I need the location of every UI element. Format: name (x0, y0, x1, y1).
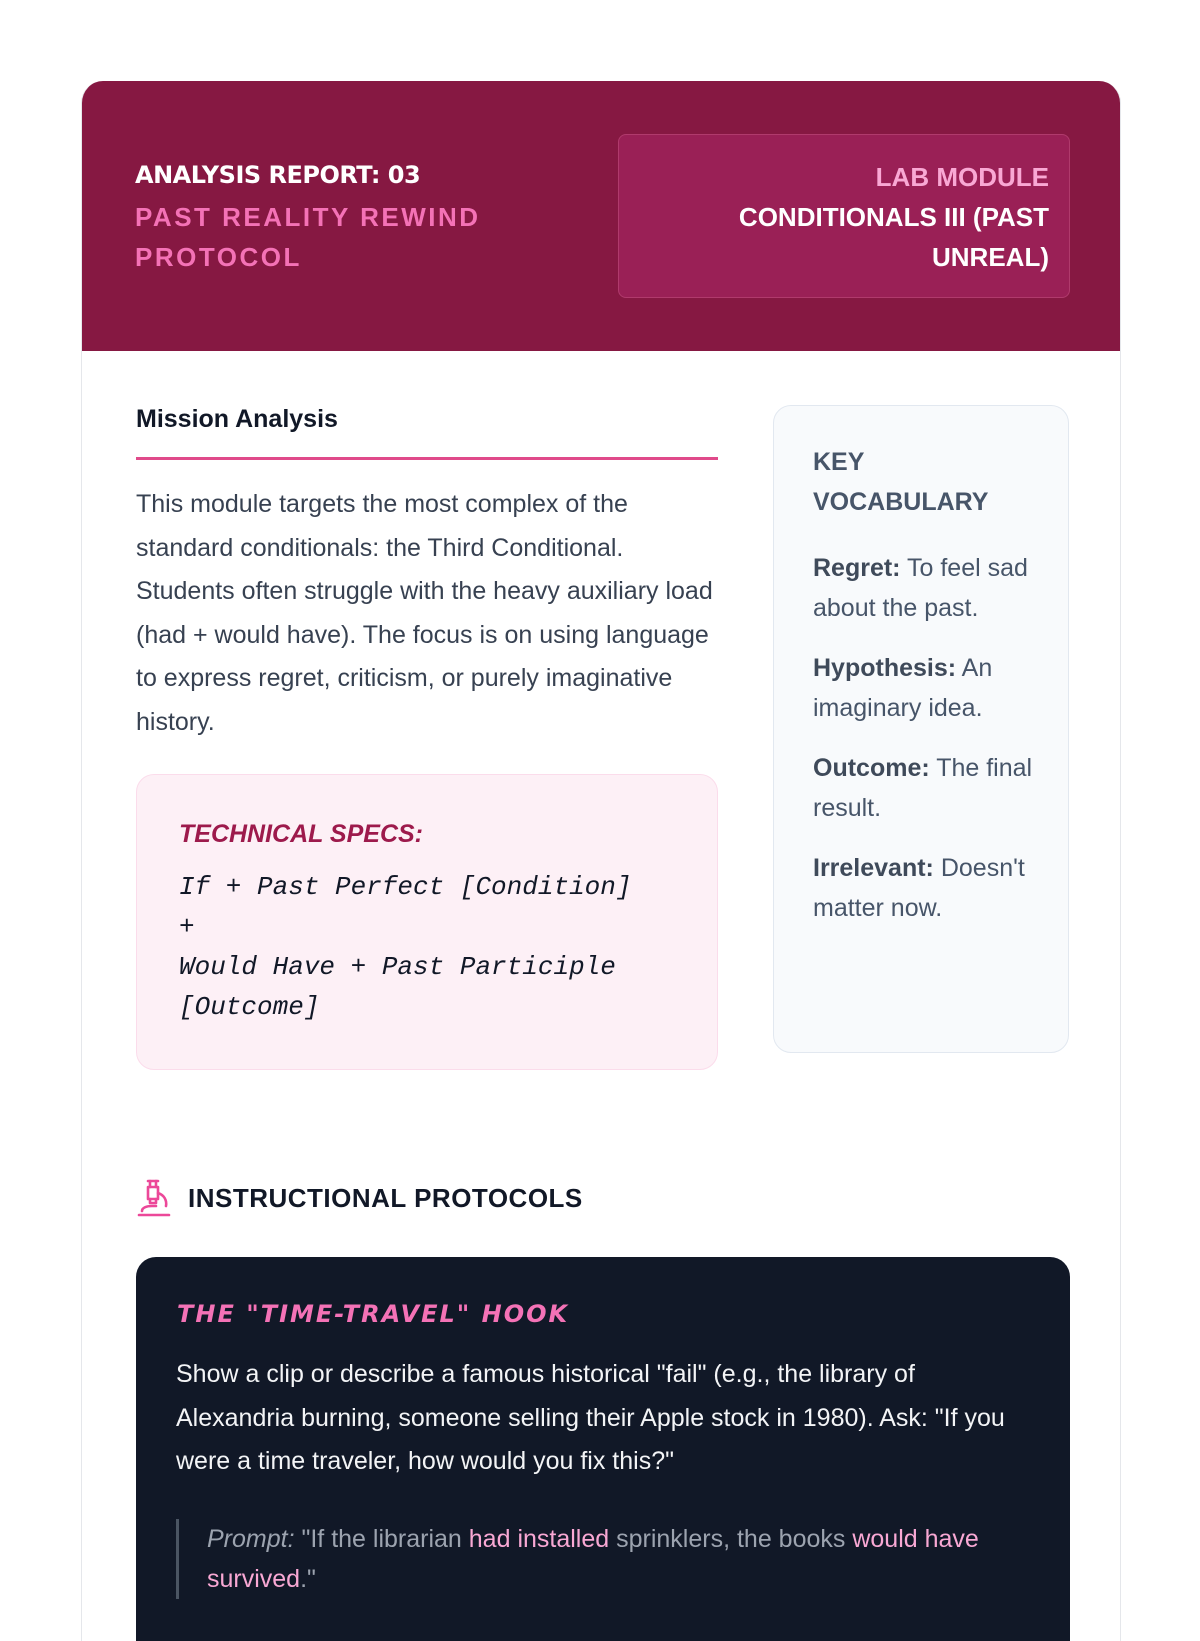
key-vocabulary-title: KEY VOCABULARY (813, 448, 989, 516)
lab-module-box (618, 134, 1070, 298)
formula-line: Would Have + Past Participle (179, 952, 616, 982)
report-card (81, 81, 1121, 1641)
time-travel-hook-text: Show a clip or describe a famous historical "fail" (e.g., the library of Alexandria burning, someone selling their Apple stock in 1980). Ask: "If you were a time traveler, how would you fix this?" (176, 1360, 1005, 1475)
flask-icon (136, 1178, 172, 1218)
key-vocabulary-box (773, 405, 1069, 1053)
instructional-protocols-header (136, 1178, 583, 1218)
mission-divider (136, 457, 718, 460)
vocabulary-definition: To feel sad about the past. (813, 554, 1028, 622)
instructional-protocols-heading: INSTRUCTIONAL PROTOCOLS (188, 1183, 583, 1213)
vocabulary-definition: An imaginary idea. (813, 654, 993, 722)
vocabulary-term: Outcome: (813, 754, 930, 782)
lab-module-name: CONDITIONALS III (PAST UNREAL) (738, 202, 1049, 272)
prompt-text: "If the librarian (301, 1525, 469, 1553)
technical-specs-formula (179, 867, 679, 1027)
vocabulary-item (813, 548, 1035, 628)
time-travel-hook-box (136, 1257, 1070, 1641)
prompt-label: Prompt: (207, 1525, 295, 1553)
vocabulary-list (813, 548, 1035, 948)
vocabulary-definition: Doesn't matter now. (813, 854, 1025, 922)
report-header (82, 81, 1121, 351)
mission-analysis-heading: Mission Analysis (136, 405, 338, 433)
example-prompt (176, 1519, 1036, 1599)
formula-line: [Outcome] (179, 992, 320, 1022)
vocabulary-item (813, 848, 1035, 928)
vocabulary-term: Regret: (813, 554, 901, 582)
vocabulary-definition: The final result. (813, 754, 1033, 822)
prompt-highlight: would have survived (207, 1525, 979, 1593)
protocol-name: PAST REALITY REWIND PROTOCOL (135, 202, 481, 272)
vocabulary-item (813, 648, 1035, 728)
formula-line: + (179, 912, 195, 942)
report-title: ANALYSIS REPORT: 03 (135, 161, 421, 189)
prompt-highlight: had installed (468, 1525, 610, 1553)
vocabulary-term: Hypothesis: (813, 654, 957, 682)
vocabulary-term: Irrelevant: (813, 854, 934, 882)
formula-line: If + Past Perfect [Condition] (179, 872, 632, 902)
technical-specs-title: TECHNICAL SPECS: (179, 820, 424, 848)
vocabulary-item (813, 748, 1035, 828)
prompt-text: ." (300, 1565, 316, 1593)
time-travel-hook-title: THE "TIME-TRAVEL" HOOK (177, 1300, 570, 1328)
prompt-text: sprinklers, the books (609, 1525, 853, 1553)
mission-analysis-text: This module targets the most complex of the standard conditionals: the Third Conditional. Students often struggle with the heavy auxiliary load (had + would have). The focus is on using language to express regret, criticism, or purely imaginative history. (136, 490, 713, 736)
technical-specs-box (136, 774, 718, 1070)
lab-module-label: LAB MODULE (875, 162, 1049, 192)
